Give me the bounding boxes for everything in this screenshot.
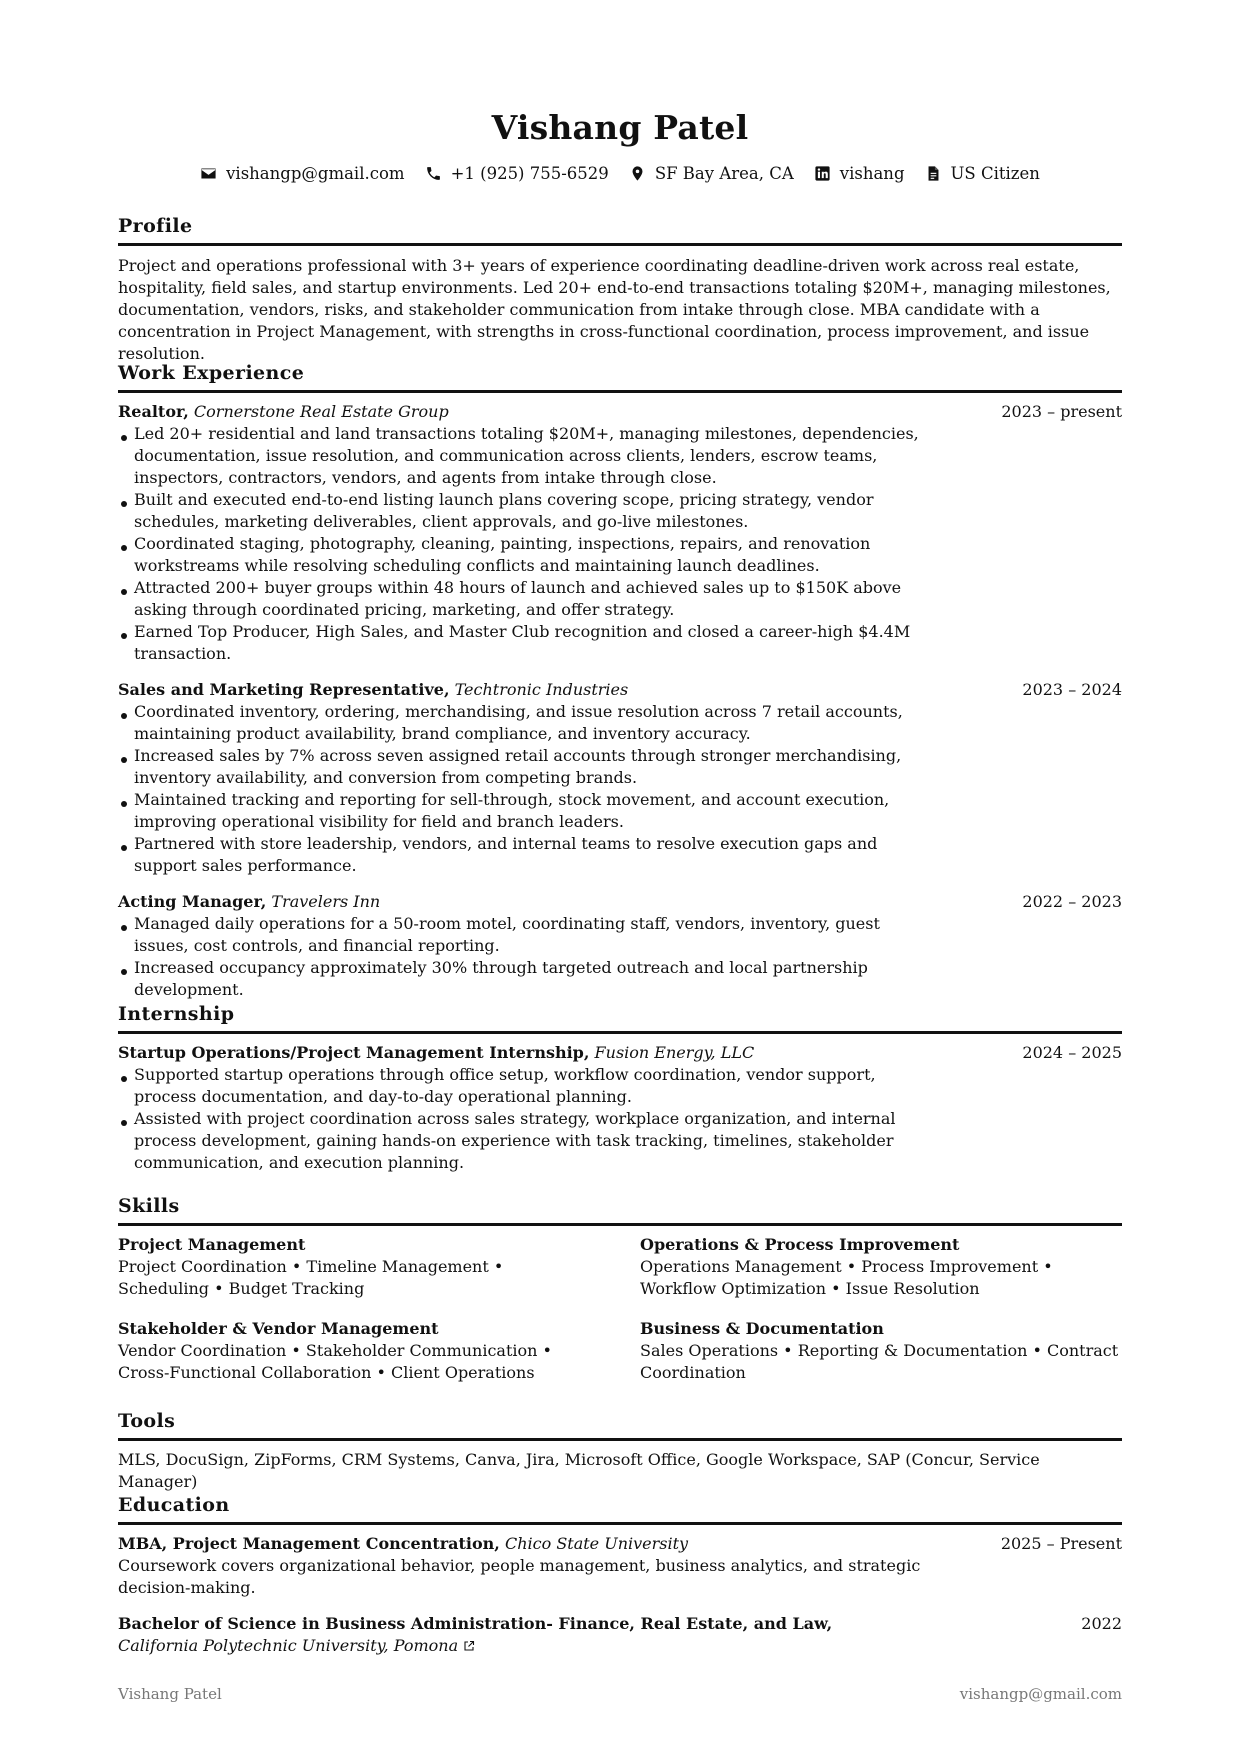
skills-grid bbox=[118, 1234, 1122, 1384]
contact-location bbox=[629, 164, 794, 183]
skill-group-items: Operations Management • Process Improvement • Workflow Optimization • Issue Resolution bbox=[640, 1257, 1053, 1298]
job-company: Travelers Inn bbox=[271, 892, 381, 911]
skill-group-title: Project Management bbox=[118, 1235, 306, 1254]
job-title: Acting Manager, bbox=[118, 892, 267, 911]
skill-group-items: Vendor Coordination • Stakeholder Communication • Cross-Functional Collaboration • Client Operations bbox=[118, 1341, 552, 1382]
external-link-icon bbox=[463, 1640, 475, 1652]
footer-email: vishangp@gmail.com bbox=[959, 1685, 1122, 1703]
skill-group-items: Sales Operations • Reporting & Documentation • Contract Coordination bbox=[640, 1341, 1119, 1382]
skill-group-items: Project Coordination • Timeline Management • Scheduling • Budget Tracking bbox=[118, 1257, 504, 1298]
internship-entry bbox=[118, 1042, 1122, 1174]
section-title: Profile bbox=[118, 215, 193, 237]
internship-section bbox=[118, 1003, 1122, 1174]
section-divider bbox=[118, 1031, 1122, 1034]
contact-phone[interactable] bbox=[425, 164, 609, 183]
bullet: Increased sales by 7% across seven assigned retail accounts through stronger merchandising, inventory availability, and conversion from competing brands. bbox=[118, 745, 928, 789]
degree-title: MBA, Project Management Concentration, bbox=[118, 1534, 500, 1553]
job-entry bbox=[118, 679, 1122, 877]
contact-linkedin-text: vishang bbox=[839, 164, 905, 183]
section-title: Internship bbox=[118, 1003, 235, 1025]
section-divider bbox=[118, 390, 1122, 393]
job-bullets bbox=[118, 913, 928, 1001]
phone-icon bbox=[425, 165, 442, 182]
bullet: Managed daily operations for a 50-room motel, coordinating staff, vendors, inventory, guest issues, cost controls, and financial reporting. bbox=[118, 913, 928, 957]
section-divider bbox=[118, 1438, 1122, 1441]
internship-dates: 2024 – 2025 bbox=[1022, 1043, 1122, 1062]
section-title: Education bbox=[118, 1494, 230, 1516]
skill-group-title: Stakeholder & Vendor Management bbox=[118, 1319, 439, 1338]
degree-title: Bachelor of Science in Business Administration- Finance, Real Estate, and Law, bbox=[118, 1614, 833, 1633]
candidate-name: Vishang Patel bbox=[491, 108, 749, 147]
education-dates: 2025 – Present bbox=[1000, 1534, 1122, 1553]
document-icon bbox=[925, 165, 942, 182]
bullet: Supported startup operations through office setup, workflow coordination, vendor support, process documentation, and day-to-day operational planning. bbox=[118, 1064, 928, 1108]
contact-location-text: SF Bay Area, CA bbox=[654, 164, 794, 183]
job-title: Sales and Marketing Representative, bbox=[118, 680, 450, 699]
bullet: Maintained tracking and reporting for sell-through, stock movement, and account execution, improving operational visibility for field and branch leaders. bbox=[118, 789, 928, 833]
location-icon bbox=[629, 165, 646, 182]
bullet: Coordinated inventory, ordering, merchandising, and issue resolution across 7 retail accounts, maintaining product availability, brand compliance, and inventory accuracy. bbox=[118, 701, 928, 745]
contact-linkedin[interactable] bbox=[814, 164, 905, 183]
section-divider bbox=[118, 1522, 1122, 1525]
bullet: Led 20+ residential and land transactions totaling $20M+, managing milestones, dependencies, documentation, issue resolution, and communication across clients, lenders, escrow teams, inspectors, contractors, vendors, and agents from intake through close. bbox=[118, 423, 928, 489]
school-name: Chico State University bbox=[504, 1534, 689, 1553]
job-dates: 2022 – 2023 bbox=[1022, 892, 1122, 911]
section-title: Tools bbox=[118, 1410, 176, 1432]
education-entry bbox=[118, 1613, 1122, 1657]
education-note: Coursework covers organizational behavior, people management, business analytics, and strategic decision-making. bbox=[118, 1556, 921, 1597]
job-bullets bbox=[118, 701, 928, 877]
job-entry bbox=[118, 891, 1122, 1001]
skill-group bbox=[118, 1318, 640, 1384]
bullet: Attracted 200+ buyer groups within 48 hours of launch and achieved sales up to $150K above asking through coordinated pricing, marketing, and offer strategy. bbox=[118, 577, 928, 621]
job-dates: 2023 – present bbox=[1001, 402, 1122, 421]
job-title: Realtor, bbox=[118, 402, 189, 421]
tools-list: MLS, DocuSign, ZipForms, CRM Systems, Canva, Jira, Microsoft Office, Google Workspace, SAP (Concur, Service Manager) bbox=[118, 1450, 1040, 1491]
contact-email-text: vishangp@gmail.com bbox=[226, 164, 405, 183]
work-experience-section bbox=[118, 362, 1122, 1001]
bullet: Built and executed end-to-end listing launch plans covering scope, pricing strategy, vendor schedules, marketing deliverables, client approvals, and go-live milestones. bbox=[118, 489, 928, 533]
skill-group-title: Operations & Process Improvement bbox=[640, 1235, 960, 1254]
tools-section bbox=[118, 1410, 1122, 1493]
skill-group bbox=[118, 1234, 640, 1300]
section-title: Work Experience bbox=[118, 362, 305, 384]
profile-summary: Project and operations professional with 3+ years of experience coordinating deadline-driven work across real estate, hospitality, field sales, and startup environments. Led 20+ end-to-end transactions totaling $20M+, managing milestones, documentation, vendors, risks, and stakeholder communication from intake through close. MBA candidate with a concentration in Project Management, with strengths in cross-functional coordination, process improvement, and issue resolution. bbox=[118, 256, 1111, 363]
education-entry bbox=[118, 1533, 1122, 1599]
page-footer bbox=[118, 1685, 1122, 1703]
contact-bar bbox=[0, 164, 1240, 183]
job-company: Cornerstone Real Estate Group bbox=[193, 402, 449, 421]
footer-name: Vishang Patel bbox=[118, 1685, 222, 1703]
contact-citizenship bbox=[925, 164, 1040, 183]
linkedin-icon bbox=[814, 165, 831, 182]
internship-title: Startup Operations/Project Management Internship, bbox=[118, 1043, 590, 1062]
section-divider bbox=[118, 243, 1122, 246]
school-name: California Polytechnic University, Pomona bbox=[118, 1636, 459, 1655]
job-company: Techtronic Industries bbox=[454, 680, 629, 699]
section-title: Skills bbox=[118, 1195, 180, 1217]
bullet: Coordinated staging, photography, cleaning, painting, inspections, repairs, and renovation workstreams while resolving scheduling conflicts and maintaining launch deadlines. bbox=[118, 533, 928, 577]
bullet: Partnered with store leadership, vendors, and internal teams to resolve execution gaps and support sales performance. bbox=[118, 833, 928, 877]
education-section bbox=[118, 1494, 1122, 1657]
contact-phone-text: +1 (925) 755-6529 bbox=[450, 164, 609, 183]
section-divider bbox=[118, 1223, 1122, 1226]
education-dates: 2022 bbox=[1081, 1614, 1122, 1633]
job-bullets bbox=[118, 423, 928, 665]
school-link[interactable] bbox=[118, 1635, 1122, 1657]
skill-group-title: Business & Documentation bbox=[640, 1319, 884, 1338]
bullet: Assisted with project coordination across sales strategy, workplace organization, and internal process development, gaining hands-on experience with task tracking, timelines, stakeholder communication, and execution planning. bbox=[118, 1108, 928, 1174]
internship-company: Fusion Energy, LLC bbox=[594, 1043, 755, 1062]
bullet: Earned Top Producer, High Sales, and Master Club recognition and closed a career-high $4.4M transaction. bbox=[118, 621, 928, 665]
job-entry bbox=[118, 401, 1122, 665]
internship-bullets bbox=[118, 1064, 928, 1174]
job-dates: 2023 – 2024 bbox=[1022, 680, 1122, 699]
bullet: Increased occupancy approximately 30% through targeted outreach and local partnership development. bbox=[118, 957, 928, 1001]
profile-section bbox=[118, 215, 1122, 365]
email-icon bbox=[200, 165, 217, 182]
contact-email[interactable] bbox=[200, 164, 404, 183]
contact-citizenship-text: US Citizen bbox=[950, 164, 1040, 183]
skill-group bbox=[640, 1318, 1122, 1384]
skill-group bbox=[640, 1234, 1122, 1300]
skills-section bbox=[118, 1195, 1122, 1384]
